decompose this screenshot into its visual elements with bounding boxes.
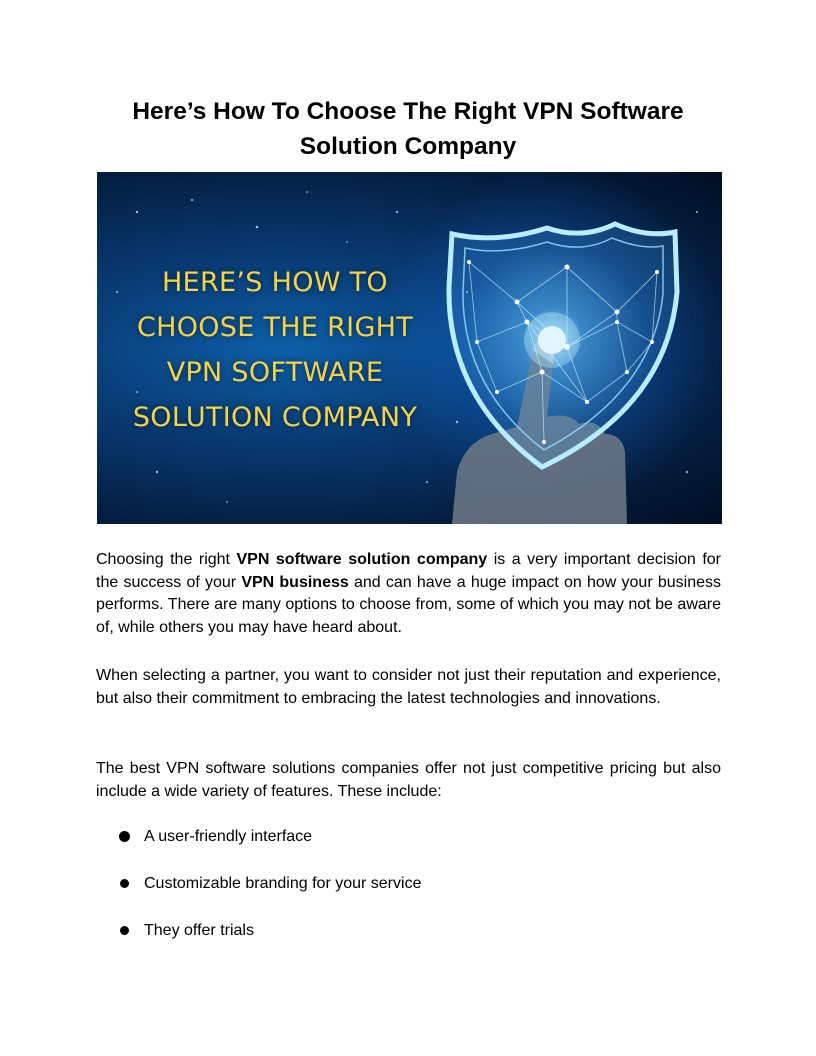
list-item-text: They offer trials	[144, 922, 254, 939]
hero-line: SOLUTION COMPANY	[132, 402, 418, 433]
features-list	[96, 826, 716, 967]
page-title: Here’s How To Choose The Right VPN Software Solution Company	[132, 98, 684, 160]
bold-phrase: VPN business	[241, 573, 349, 591]
hero-line: HERE’S HOW TO	[162, 267, 388, 298]
features-paragraph: The best VPN software solutions companies offer not just competitive pricing but also include a wide variety of features. These include:	[96, 760, 721, 800]
hero-line: CHOOSE THE RIGHT	[136, 312, 414, 343]
hero-image	[97, 172, 722, 524]
bullet-icon	[120, 926, 129, 935]
list-item-text: A user-friendly interface	[144, 828, 313, 845]
list-item	[96, 920, 716, 967]
paragraph-text: Choosing the right	[96, 551, 237, 568]
bullet-icon	[119, 831, 130, 842]
paragraph-text: and can have a huge impact on how your business performs. There are many options to choose from, some of which you may not be aware of, while others you may have heard about.	[96, 573, 722, 636]
bullet-icon	[120, 879, 129, 888]
bold-phrase: VPN software solution company	[236, 551, 488, 568]
paragraph-text: is a very important decision for the success of your	[96, 551, 722, 591]
intro-paragraph	[96, 549, 721, 639]
list-item-text: Customizable branding for your service	[144, 875, 422, 892]
shield-icon	[449, 224, 677, 467]
list-item	[96, 826, 716, 873]
list-item	[96, 873, 716, 920]
hero-headline	[105, 260, 445, 440]
hero-line: VPN SOFTWARE	[166, 357, 384, 388]
partner-paragraph: When selecting a partner, you want to consider not just their reputation and experience, but also their commitment to embracing the latest technologies and innovations.	[96, 667, 721, 707]
